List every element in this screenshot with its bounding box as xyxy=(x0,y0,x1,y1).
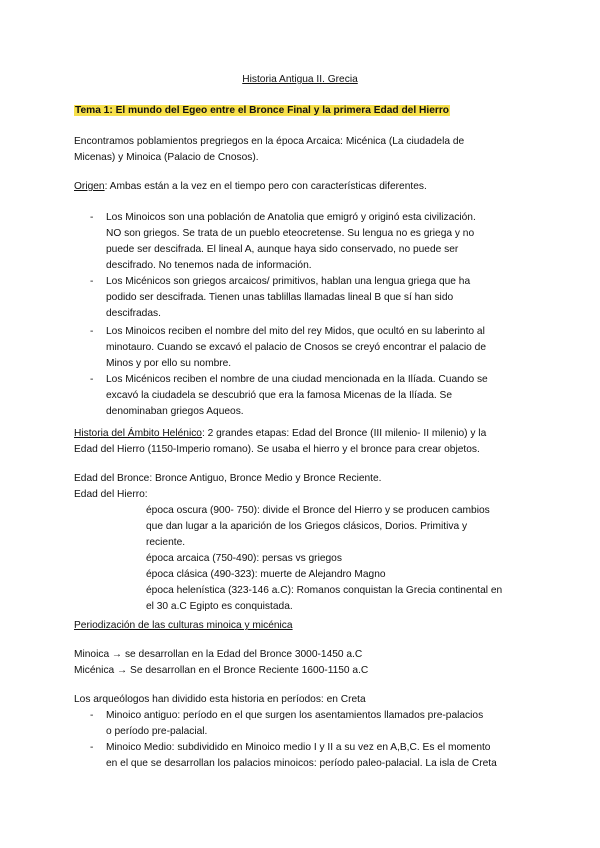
text-line: Minoico antiguo: período en el que surgen los asentamientos llamados pre-palacios xyxy=(106,710,484,721)
text-line: el 30 a.C Egipto es conquistada. xyxy=(146,601,293,612)
text-line: Los Micénicos reciben el nombre de una ciudad mencionada en la Ilíada. Cuando se xyxy=(106,374,488,385)
list-item xyxy=(74,210,534,274)
text-line: descifradas. xyxy=(106,308,161,319)
text-line xyxy=(74,426,534,442)
bullet-dash: - xyxy=(90,374,94,385)
bullet-dash: - xyxy=(90,326,94,337)
text-line: Los Minoicos reciben el nombre del mito del rey Midos, que ocultó en su laberinto al xyxy=(106,326,485,337)
text-line: Minos y por ello su nombre. xyxy=(106,358,232,369)
tema-highlight: Tema 1: El mundo del Egeo entre el Bronce Final y la primera Edad del Hierro xyxy=(75,105,450,116)
text-line: Edad del Hierro (1150-Imperio romano). Se usaba el hierro y el bronce para crear objetos. xyxy=(74,444,480,455)
text-line: Minoico Medio: subdividido en Minoico medio I y II a su vez en A,B,C. Es el momento xyxy=(106,742,491,753)
tema-heading xyxy=(74,103,534,119)
text-line: Minoica → se desarrollan en la Edad del Bronce 3000-1450 a.C xyxy=(74,649,363,660)
bullet-dash: - xyxy=(90,212,94,223)
text-line: Los Micénicos son griegos arcaicos/ primitivos, hablan una lengua griega que ha xyxy=(106,276,471,287)
list-item xyxy=(74,708,534,740)
ambito-text: : 2 grandes etapas: Edad del Bronce (III milenio- II milenio) y la xyxy=(201,428,487,439)
section-heading: Periodización de las culturas minoica y micénica xyxy=(74,620,293,631)
bullet-list-1 xyxy=(74,210,534,322)
text-line: Edad del Bronce: Bronce Antiguo, Bronce Medio y Bronce Reciente. xyxy=(74,473,382,484)
text-line: denominaban griegos Aqueos. xyxy=(106,406,244,417)
text-line: que dan lugar a la aparición de los Griegos clásicos, Dorios. Primitiva y xyxy=(146,521,468,532)
bullet-dash: - xyxy=(90,276,94,287)
origen-paragraph xyxy=(74,179,534,195)
ambito-paragraph xyxy=(74,426,534,458)
text-line: o período pre-palacial. xyxy=(106,726,208,737)
text-line: reciente. xyxy=(146,537,186,548)
text-line: descifrado. No tenemos nada de información. xyxy=(106,260,312,271)
bullet-list-2 xyxy=(74,324,534,420)
page-title: Historia Antigua II. Grecia xyxy=(242,74,358,85)
text-line: NO son griegos. Se trata de un pueblo eteocretense. Su lengua no es griega y no xyxy=(106,228,475,239)
list-item xyxy=(74,372,534,420)
cultures-dates xyxy=(74,647,534,679)
periodizacion-heading xyxy=(74,618,534,634)
text-line: Encontramos poblamientos pregriegos en la época Arcaica: Micénica (La ciudadela de xyxy=(74,136,465,147)
bullet-dash: - xyxy=(90,742,94,753)
origen-label: Origen xyxy=(74,181,105,192)
text-line: época clásica (490-323): muerte de Alejandro Magno xyxy=(146,569,386,580)
origen-text: : Ambas están a la vez en el tiempo pero con características diferentes. xyxy=(104,181,427,192)
bullet-dash: - xyxy=(90,710,94,721)
text-line: Los arqueólogos han dividido esta historia en períodos: en Creta xyxy=(74,694,366,705)
text-line: excavó la ciudadela se descubrió que era la famosa Micenas de la Ilíada. Se xyxy=(106,390,453,401)
text-line: puede ser descifrada. El lineal A, aunque haya sido conservado, no puede ser xyxy=(106,244,459,255)
edades-section xyxy=(74,471,534,615)
text-line: Edad del Hierro: xyxy=(74,489,148,500)
text-line: minotauro. Cuando se excavó el palacio de Cnosos se creyó encontrar el palacio de xyxy=(106,342,486,353)
list-item xyxy=(74,740,534,772)
text-line xyxy=(74,179,534,195)
text-line: en el que se desarrollan los palacios minoicos: período paleo-palacial. La isla de Creta xyxy=(106,758,497,769)
text-line: Los Minoicos son una población de Anatolia que emigró y originó esta civilización. xyxy=(106,212,476,223)
text-line: podido ser descifrada. Tienen unas tablillas llamadas lineal B que sí han sido xyxy=(106,292,454,303)
text-line: época helenística (323-146 a.C): Romanos conquistan la Grecia continental en xyxy=(146,585,503,596)
hierro-periods xyxy=(74,503,534,615)
text-line: Micénica → Se desarrollan en el Bronce Reciente 1600-1150 a.C xyxy=(74,665,369,676)
ambito-label: Historia del Ámbito Helénico xyxy=(74,428,202,439)
list-item xyxy=(74,324,534,372)
arqueologos-section xyxy=(74,692,534,772)
list-item xyxy=(74,274,534,322)
text-line: época arcaica (750-490): persas vs griegos xyxy=(146,553,342,564)
text-line: época oscura (900- 750): divide el Bronce del Hierro y se producen cambios xyxy=(146,505,490,516)
intro-paragraph xyxy=(74,134,534,166)
text-line: Micenas) y Minoica (Palacio de Cnosos). xyxy=(74,152,259,163)
